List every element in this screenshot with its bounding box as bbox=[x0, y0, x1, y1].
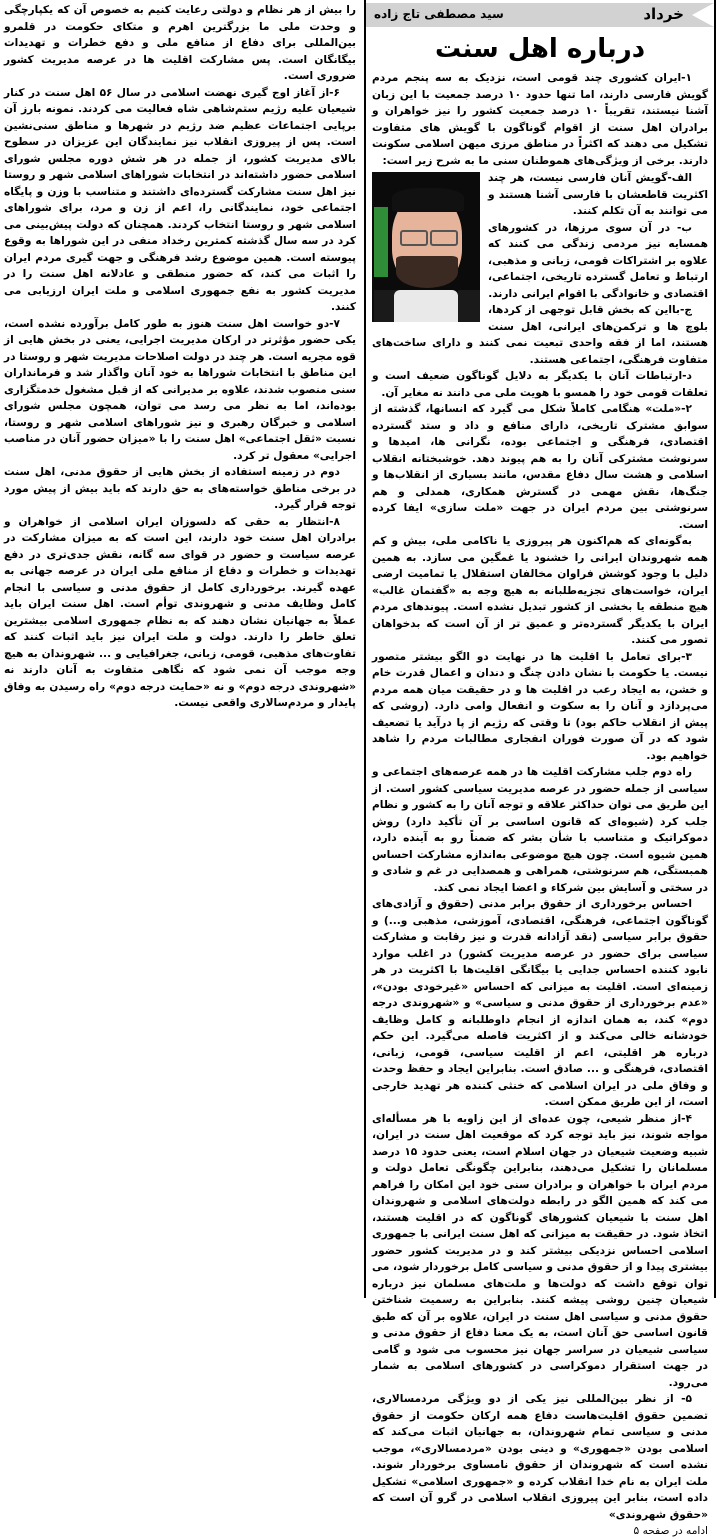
paragraph: راه دوم جلب مشارکت اقلیت ها در همه عرصه‌های اجتماعی و سیاسی از جمله حضور در عرصه مدیریت سیاسی کشور است. از این طریق می توان حداکثر علاقه و توجه آنان را به کشور و نظام جلب کرد (شیوه‌ای که قانون اساسی بر آن تأکید دارد) روش دموکراتیک و متناسب با شأن بشر که ضمناً رو به آینده دارد، همین شیوه است. چون هیچ موضوعی به‌اندازه مشارکت احساس همبستگی، هم سرنوشتی، همراهی و همصدایی در غم و شادی و در سختی و آسایش بین شرکاء و اعضا ایجاد نمی کند. bbox=[372, 766, 708, 894]
paragraph: ۸-انتظار به حقی که دلسوزان ایران اسلامی از خواهران و برادران اهل سنت خود دارند، این است که به میزان مشارکت در عرصه سیاست و حضور در قوای سه گانه، نقش جدی‌تری در دفع تهدیدات و خطرات و دفاع از منافع ملی ایران در عرصه جهانی به عهده گیرند. برخورداری کامل از حقوق مدنی و سیاسی با انجام کامل وظایف مدنی و شهروندی توأم است. اهل سنت ایران باید عملاً به جهانیان نشان دهند که به نظام جمهوری اسلامی بیشترین تعلق خاطر را دارند. دولت و ملت ایران نیز باید اثبات کنند که تفاوت‌های مذهبی، قومی، زبانی، جغرافیایی و ... شهروندان به هیچ وجه موجب آن نمی شود که نگاهی متفاوت به آنان دارند نه «شهروندی درجه دوم» و نه «حمایت درجه دوم» راه رسیدن به وفاق پایدار و مردم‌سالاری واقعی نیست. bbox=[4, 515, 356, 709]
article-main-column bbox=[364, 0, 716, 1537]
section-label: خرداد bbox=[643, 5, 684, 23]
article-title: درباره اهل سنت bbox=[434, 34, 646, 64]
paragraph: ۶-از آغاز اوج گیری نهضت اسلامی در سال ۵۶ اهل سنت در کنار شیعیان علیه رژیم ستم‌شاهی شاه فعالیت می کردند. نمونه بارز آن برپایی اجتماعات عظیم ضد رژیم در شهرها و مناطق سنی‌نشین است. پس از پیروزی انقلاب نیز نمایندگان این عزیزان در سطوح بالای مدیریت کشور، از جمله در هر شش دوره مجلس شورای اسلامی حضور داشته‌اند در انتخابات شوراهای اسلامی شهر و روستا نیز اهل سنت مشارکت گسترده‌ای داشتند و متناسب با وزن و پایگاه اجتماعی خود، نمایندگانی را، اعم از زن و مرد، برای شوراهای اسلامی شهر و روستا انتخاب کردند. همچنان که دولت پیش‌بینی می کرد در سه سال گذشته کمترین رخداد منفی در این شوراها به وقوع پیوسته است. همین موضوع رشد فرهنگی و جهت گیری مردم ایران را اثبات می کند، که حضور منطقی و عادلانه اهل سنت را در مدیریت کشور به نفع جمهوری اسلامی و ملت ایران ارزیابی می کنند. bbox=[4, 86, 356, 313]
photo-beard bbox=[396, 256, 458, 288]
author-photo bbox=[372, 172, 480, 322]
photo-glasses bbox=[430, 230, 458, 246]
article-continuation-column bbox=[4, 2, 356, 712]
article-body-right bbox=[372, 170, 708, 1540]
column-header-bar bbox=[366, 3, 714, 27]
photo-background-green bbox=[374, 207, 388, 277]
paragraph: احساس برخورداری از حقوق برابر مدنی (حقوق و آزادی‌های گوناگون اجتماعی، فرهنگی، اقتصادی، آموزشی، مذهبی و...) و حقوق برابر سیاسی (نقد آزادانه قدرت و نیز رقابت و مشارکت سیاسی برای حضور در عرصه مدیریت کشور) در اغلب موارد نابود کننده احساس جدایی یا بیگانگی اقلیت‌ها با اکثریت در هر زمینه‌ای است. اقلیت به میزانی که احساس «غیرخودی بودن»، «عدم برخورداری از حقوق مدنی و سیاسی» و «شهروندی درجه دوم» کند، به همان اندازه از انجام داوطلبانه و کامل وظایف خودشانه خالی می‌کند و از اکثریت فاصله می‌گیرد. این حکم درباره هر اقلیتی، اعم از اقلیت سیاسی، قومی، زبانی، اقتصادی، فرهنگی و ... صادق است. بنابراین ایجاد و حفظ وحدت و وفاق ملی در ایران اسلامی که خنثی کننده هر تهدید خارجی است، از این طریق ممکن است. bbox=[372, 898, 708, 1108]
photo-hair bbox=[392, 188, 464, 212]
paragraph: ۴-از منظر شیعی، چون عده‌ای از این زاویه با هر مسأله‌ای مواجه شوند، نیز باید توجه کرد که موقعیت اهل سنت در ایران، شبیه وضعیت شیعیان در جهان اسلام است، یعنی حدود ۱۵ درصد مسلمانان را تشکیل می‌دهند، بنابراین چگونگی تعامل دولت و مردم ایران با خواهران و برادران سنی خود این امکان را فراهم می کند که همین الگو در رابطه دولت‌های اسلامی و شهروندان اهل سنت با شیعیان کشورهای گوناگون که در اقلیت هستند، اتخاذ شود. در حقیقت به میزانی که اهل سنت ایرانی با جمهوری اسلامی احساس نزدیکی بیشتر کند و در مدیریت کشور حضور بیشتری پیدا و از حقوق مدنی و سیاسی کامل برخوردار شود، می توان توقع داشت که دولت‌ها و ملت‌های مسلمان نیز درباره شیعیان چنین روشی پیشه کنند. بنابراین به رسمیت شناختن حقوق مدنی و سیاسی اهل سنت در ایران، علاوه بر آن که طبق قانون اساسی حق آنان است، به یک معنا دفاع از حقوق مدنی و سیاسی شیعیان در سراسر جهان نیز محسوب می شود و گامی در جهت استقرار دموکراسی در کشورهای اسلامی به شمار می‌رود. bbox=[372, 1112, 708, 1389]
paragraph: ۳-برای تعامل با اقلیت ها در نهایت دو الگو بیشتر متصور نیست. یا حکومت با نشان دادن چنگ و دندان و اعمال قدرت خام و خشن، به ایجاد رعب در اقلیت ها و در حقیقت میان همه مردم می‌پردازد و آنان را به سکوت و انفعال وامی دارد. (روشی که پیش از انقلاب حاکم بود) تا وقتی که رژیم از پا درآید یا تضعیف شود که در آن صورت فوران انفجاری مطالبات مردم را شاهد خواهیم بود. bbox=[372, 650, 708, 762]
paragraph: ۱-ایران کشوری چند قومی است، نزدیک به سه پنجم مردم گویش فارسی دارند، اما تنها حدود ۱۰ درصد جمعیت با این زبان آشنا نیستند، تقریباً ۱۰ درصد جمعیت کشور را نیز خواهران و برادران اهل سنت از اقوام گوناگون با گویش های متفاوت تشکیل می دهند که اکثراً در مناطق مرزی میهن اسلامی سکونت دارند. برخی از ویژگی‌های هموطنان سنی ما به شرح زیر است: bbox=[372, 72, 708, 167]
paragraph: دوم در زمینه استفاده از بخش هایی از حقوق مدنی، اهل سنت در برخی مناطق خواسته‌های به حق دارند که باید بیش از پیش مورد توجه قرار گیرد. bbox=[4, 466, 356, 511]
article-intro bbox=[372, 70, 708, 169]
photo-jacket bbox=[458, 290, 480, 322]
photo-shirt bbox=[394, 290, 458, 322]
paragraph: را بیش از هر نظام و دولتی رعایت کنیم به خصوص آن که یکپارچگی و وحدت ملی ما بزرگترین اهرم و متکای حکومت در قلمرو بین‌المللی برای دفاع از منافع ملی و دفع خطرات و تهدیدات بیگانگان است. پس مشارکت اقلیت ها در عرصه مدیریت کشور ضروری است. bbox=[4, 4, 356, 82]
author-name: سید مصطفی تاج زاده bbox=[374, 7, 504, 21]
continued-on-page-link[interactable]: ادامه در صفحه ۵ bbox=[633, 1525, 708, 1537]
header-tab-notch bbox=[692, 3, 714, 27]
photo-glasses bbox=[400, 230, 428, 246]
paragraph: ب- در آن سوی مرزها، در کشورهای همسایه نیز مردمی زندگی می کنند که علاوه بر اشتراکات قومی، زبانی و مذهبی، ارتباط و تعامل گسترده تاریخی، اجتماعی، اقتصادی و خانوادگی با اقوام ایرانی دارند. bbox=[488, 221, 708, 300]
paragraph: ۵- از نظر بین‌المللی نیز یکی از دو ویژگی مردمسالاری، تضمین حقوق اقلیت‌هاست دفاع همه ارکان حکومت از حقوق مدنی و سیاسی تمام شهروندان، به جهانیان اثبات می‌کند که اسلامی بودن «جمهوری» و دینی بودن «مردمسالاری»، موجب نشده است که شهروندان از حقوق نامساوی برخوردار شوند. ملت ایران به نام خدا انقلاب کرده و «جمهوری اسلامی» تشکیل داده است، بنابر این پیروزی انقلاب اسلامی در گرو آن است که «حقوق شهروندی» bbox=[372, 1393, 708, 1521]
paragraph: ۲-«ملت» هنگامی کاملاً شکل می گیرد که انسانها، گذشته از سوابق مشترک تاریخی، دارای منافع و داد و ستد گسترده اقتصادی، فرهنگی و اجتماعی بوده، نگرانی ها، امیدها و سرنوشت مشترکی آنان را به هم پیوند دهد. خوشبختانه انقلاب اسلامی و هشت سال دفاع مقدس، مانند بسیاری از انقلاب‌ها و جنگ‌ها، نقش مهمی در گسترش همکاری، همدلی و هم سرنوشتی بین مردم ایران در جهت «ملت سازی» ایفا کرده است. bbox=[372, 403, 708, 531]
paragraph: د-ارتباطات آنان با یکدیگر به دلایل گوناگون ضعیف است و تعلقات قومی خود را همسو با هویت ملی می دانند نه مغایر آن. bbox=[372, 370, 708, 399]
paragraph: ج-بااین که بخش قابل توجهی از کردها، بلوچ ها و ترکمن‌های ایرانی، اهل سنت هستند، اما از فقه واحدی تبعیت نمی کنند و دارای ساخت‌های متفاوت فرهنگی، اجتماعی هستند. bbox=[372, 304, 708, 366]
paragraph: الف-گویش آنان فارسی نیست، هر چند اکثریت قاطعشان با فارسی آشنا هستند و می توانند به آن تکلم کنند. bbox=[488, 172, 708, 217]
paragraph: به‌گونه‌ای که هم‌اکنون هر پیروزی یا ناکامی ملی، بیش و کم همه شهروندان ایرانی را خشنود یا غمگین می سازد. به همین دلیل با وجود کوشش فراوان مخالفان استقلال یا تمامیت ارضی ایران، خواست‌های تجزیه‌طلبانه به هیچ وجه به «گفتمان غالب» هیچ منطقه یا بخشی از کشور تبدیل نشده است. پیوندهای مردم ایران با یکدیگر گسترده‌تر و عمیق تر از آن است که بدخواهان تصور می کنند. bbox=[372, 535, 708, 646]
paragraph: ۷-دو خواست اهل سنت هنوز به طور کامل برآورده نشده است، یکی حضور مؤثرتر در ارکان مدیریت اجرایی، یعنی در بخش هایی از قوه مجریه است. هر چند در دولت اصلاحات مدیریت شهر و روستا در این مناطق با انتخابات شوراها به خود آنان واگذار شد و فرمانداران سنی منصوب شدند، علاوه بر مدیرانی که از قبل مشغول خدمتگزاری بوده‌اند، اما به نظر می رسد می توان، همچون مجلس شورای اسلامی و خبرگان رهبری و نیز شوراهای اسلامی شهر و روستا، نسبت «ثقل اجتماعی» اهل سنت را با «میزان حضور آنان در مناصب اجرایی» معقول تر کرد. bbox=[4, 317, 356, 462]
